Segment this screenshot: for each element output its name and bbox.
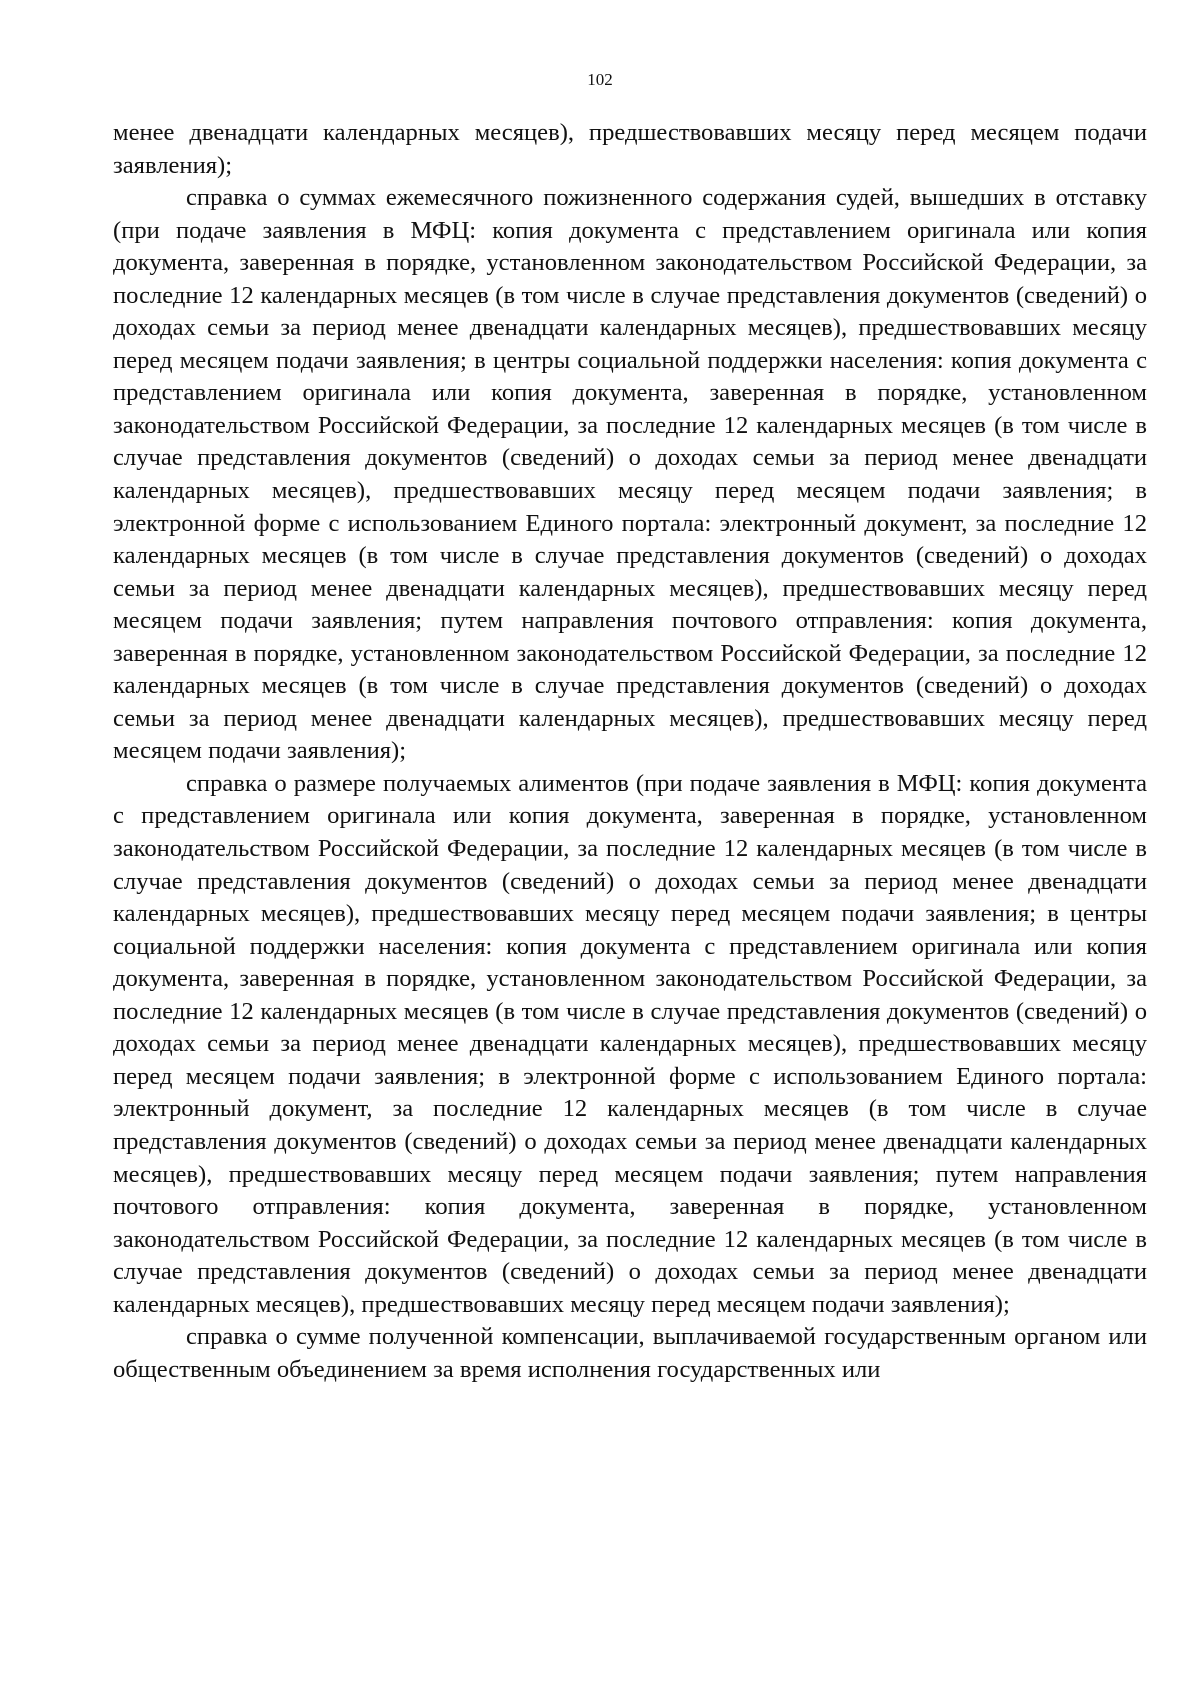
paragraph-alimony-certificate: справка о размере получаемых алиментов (при подаче заявления в МФЦ: копия документа с представлением оригинала или копия документа, заверенная в порядке, установленном законодательством Российской Федерации, за последние 12 календарных месяцев (в том числе в случае представления документов (сведений) о доходах семьи за период менее двенадцати календарных месяцев), предшествовавших месяцу перед месяцем подачи заявления; в центры социальной поддержки населения: копия документа с представлением оригинала или копия документа, заверенная в порядке, установленном законодательством Российской Федерации, за последние 12 календарных месяцев (в том числе в случае представления документов (сведений) о доходах семьи за период менее двенадцати календарных месяцев), предшествовавших месяцу перед месяцем подачи заявления; в электронной форме с использованием Единого портала: электронный документ, за последние 12 календарных месяцев (в том числе в случае представления документов (сведений) о доходах семьи за период менее двенадцати календарных месяцев), предшествовавших месяцу перед месяцем подачи заявления; путем направления почтового отправления: копия документа, заверенная в порядке, установленном законодательством Российской Федерации, за последние 12 календарных месяцев (в том числе в случае представления документов (сведений) о доходах семьи за период менее двенадцати календарных месяцев), предшествовавших месяцу перед месяцем подачи заявления); (113, 769, 1147, 1318)
document-body (113, 117, 1147, 1386)
paragraph-continuation: менее двенадцати календарных месяцев), предшествовавших месяцу перед месяцем подачи заявления); (113, 119, 1147, 179)
page-number: 102 (587, 70, 613, 89)
paragraph-judges-pension-certificate: справка о суммах ежемесячного пожизненного содержания судей, вышедших в отставку (при подаче заявления в МФЦ: копия документа с представлением оригинала или копия документа, заверенная в порядке, установленном законодательством Российской Федерации, за последние 12 календарных месяцев (в том числе в случае представления документов (сведений) о доходах семьи за период менее двенадцати календарных месяцев), предшествовавших месяцу перед месяцем подачи заявления; в центры социальной поддержки населения: копия документа с представлением оригинала или копия документа, заверенная в порядке, установленном законодательством Российской Федерации, за последние 12 календарных месяцев (в том числе в случае представления документов (сведений) о доходах семьи за период менее двенадцати календарных месяцев), предшествовавших месяцу перед месяцем подачи заявления; в электронной форме с использованием Единого портала: электронный документ, за последние 12 календарных месяцев (в том числе в случае представления документов (сведений) о доходах семьи за период менее двенадцати календарных месяцев), предшествовавших месяцу перед месяцем подачи заявления; путем направления почтового отправления: копия документа, заверенная в порядке, установленном законодательством Российской Федерации, за последние 12 календарных месяцев (в том числе в случае представления документов (сведений) о доходах семьи за период менее двенадцати календарных месяцев), предшествовавших месяцу перед месяцем подачи заявления); (113, 184, 1147, 765)
paragraph-compensation-certificate: справка о сумме полученной компенсации, выплачиваемой государственным органом или общественным объединением за время исполнения государственных или (113, 1323, 1147, 1383)
